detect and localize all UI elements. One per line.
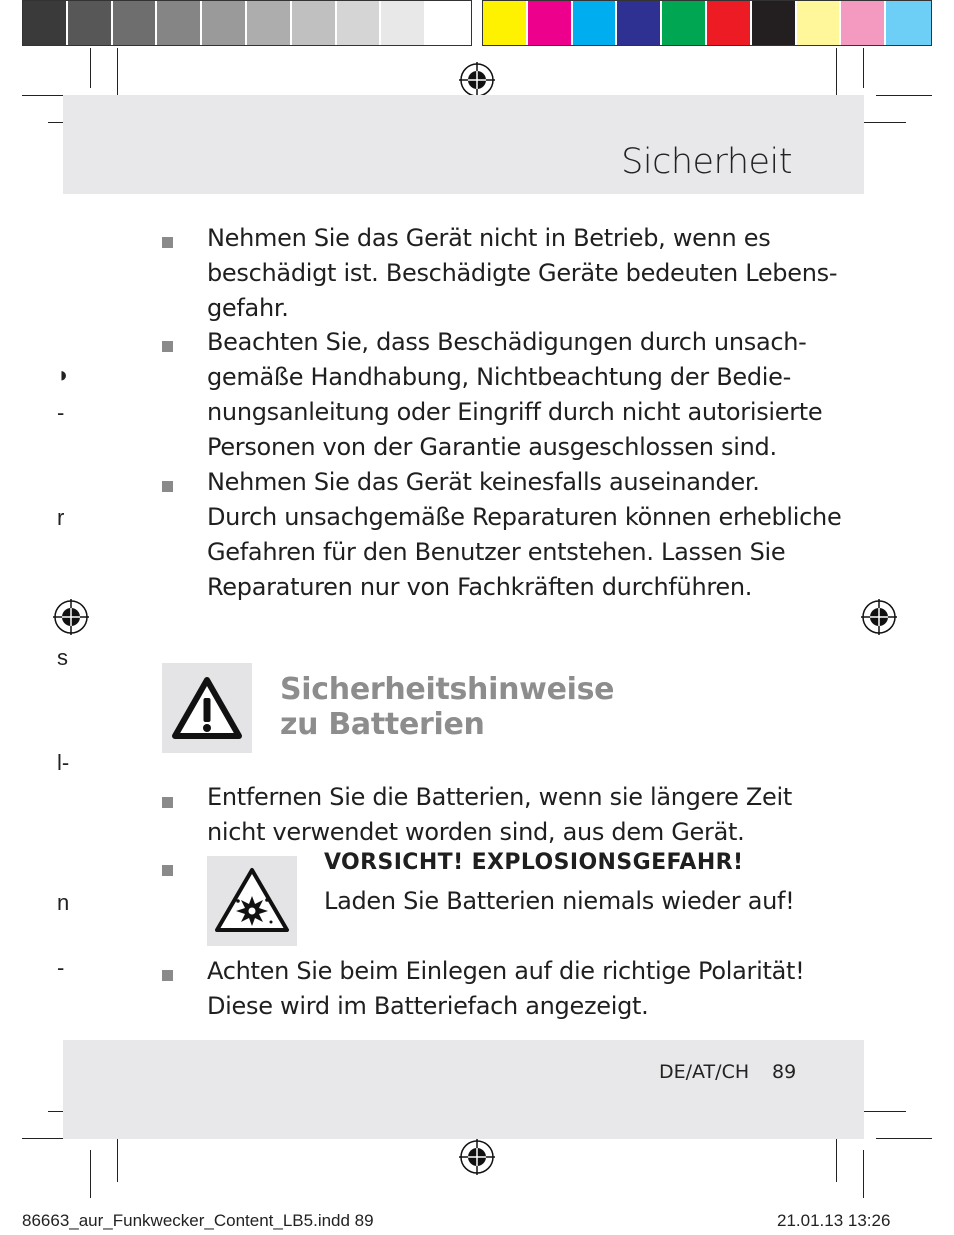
edge-fragment: l- (57, 750, 70, 775)
color-swatch (381, 1, 426, 45)
edge-fragment-icon: ◗ (57, 362, 71, 387)
text-line: Durch unsachgemäße Reparaturen können erhebliche (207, 503, 842, 531)
grayscale-color-bar (22, 0, 472, 46)
footer-locale: DE/AT/CH (659, 1061, 750, 1083)
text-line: Entfernen Sie die Batterien, wenn sie längere Zeit (207, 783, 793, 811)
color-swatch (337, 1, 382, 45)
text-line: Reparaturen nur von Fachkräften durchführen. (207, 573, 753, 601)
bullet-icon (162, 237, 173, 248)
color-swatch (483, 1, 528, 45)
text-line: nungsanleitung oder Eingriff durch nicht autorisierte (207, 398, 823, 426)
heading-line: Sicherheitshinweise (280, 672, 615, 707)
text-line: Diese wird im Batteriefach angezeigt. (207, 992, 649, 1020)
page-number: 89 (772, 1061, 797, 1083)
bullet-icon (162, 481, 173, 492)
crop-mark (117, 1132, 118, 1182)
registration-mark-icon (52, 598, 90, 636)
warning-triangle-icon (162, 663, 252, 753)
registration-mark-icon (860, 598, 898, 636)
crop-mark (90, 48, 91, 88)
color-swatch (573, 1, 618, 45)
color-swatch (292, 1, 337, 45)
edge-fragment: n (57, 890, 70, 915)
explosion-warning-heading: VORSICHT! EXPLOSIONSGEFAHR! (324, 850, 744, 875)
footer-band (63, 1040, 864, 1139)
registration-mark-icon (458, 61, 496, 99)
color-swatch (886, 1, 931, 45)
crop-mark (863, 48, 864, 88)
crop-mark (876, 1138, 932, 1139)
color-swatch (528, 1, 573, 45)
list-item (207, 954, 804, 1024)
bullet-icon (162, 970, 173, 981)
color-swatch (157, 1, 202, 45)
list-item (207, 325, 822, 465)
text-line: Beachten Sie, dass Beschädigungen durch unsach- (207, 328, 807, 356)
color-swatch (841, 1, 886, 45)
color-swatch (23, 1, 68, 45)
text-line: gemäße Handhabung, Nichtbeachtung der Bedie- (207, 363, 791, 391)
text-line: Gefahren für den Benutzer entstehen. Lassen Sie (207, 538, 786, 566)
color-swatch (617, 1, 662, 45)
color-swatch (247, 1, 292, 45)
crop-mark (90, 1150, 91, 1198)
color-swatch (662, 1, 707, 45)
text-line: Nehmen Sie das Gerät keinesfalls auseinander. (207, 468, 760, 496)
color-swatch (202, 1, 247, 45)
text-line: gefahr. (207, 294, 289, 322)
list-item (207, 780, 792, 850)
process-color-bar (482, 0, 932, 46)
section-heading (280, 672, 614, 742)
slug-timestamp: 21.01.13 13:26 (777, 1211, 891, 1230)
registration-mark-icon (458, 1138, 496, 1176)
edge-fragment: - (57, 400, 65, 425)
color-swatch (68, 1, 113, 45)
explosion-warning-text: Laden Sie Batterien niemals wieder auf! (324, 887, 795, 915)
color-swatch (797, 1, 842, 45)
text-line: Personen von der Garantie ausgeschlossen sind. (207, 433, 777, 461)
page-title: Sicherheit (621, 142, 792, 182)
bullet-icon (162, 865, 173, 876)
heading-line: zu Batterien (280, 707, 485, 742)
text-line: Nehmen Sie das Gerät nicht in Betrieb, wenn es (207, 224, 771, 252)
edge-fragment: - (57, 955, 65, 980)
bullet-icon (162, 797, 173, 808)
slug-filename: 86663_aur_Funkwecker_Content_LB5.indd 89 (22, 1211, 374, 1230)
color-swatch (113, 1, 158, 45)
color-swatch (426, 1, 471, 45)
color-swatch (707, 1, 752, 45)
list-item (207, 465, 841, 605)
list-item (207, 221, 837, 326)
bullet-icon (162, 341, 173, 352)
text-line: nicht verwendet worden sind, aus dem Gerät. (207, 818, 745, 846)
crop-mark (876, 95, 932, 96)
text-line: Achten Sie beim Einlegen auf die richtige Polarität! (207, 957, 805, 985)
explosion-hazard-icon (207, 856, 297, 946)
color-swatch (752, 1, 797, 45)
edge-fragment: r (57, 505, 65, 530)
crop-mark (836, 1132, 837, 1182)
text-line: beschädigt ist. Beschädigte Geräte bedeuten Lebens- (207, 259, 838, 287)
crop-mark (863, 1150, 864, 1198)
edge-fragment: s (57, 645, 68, 670)
